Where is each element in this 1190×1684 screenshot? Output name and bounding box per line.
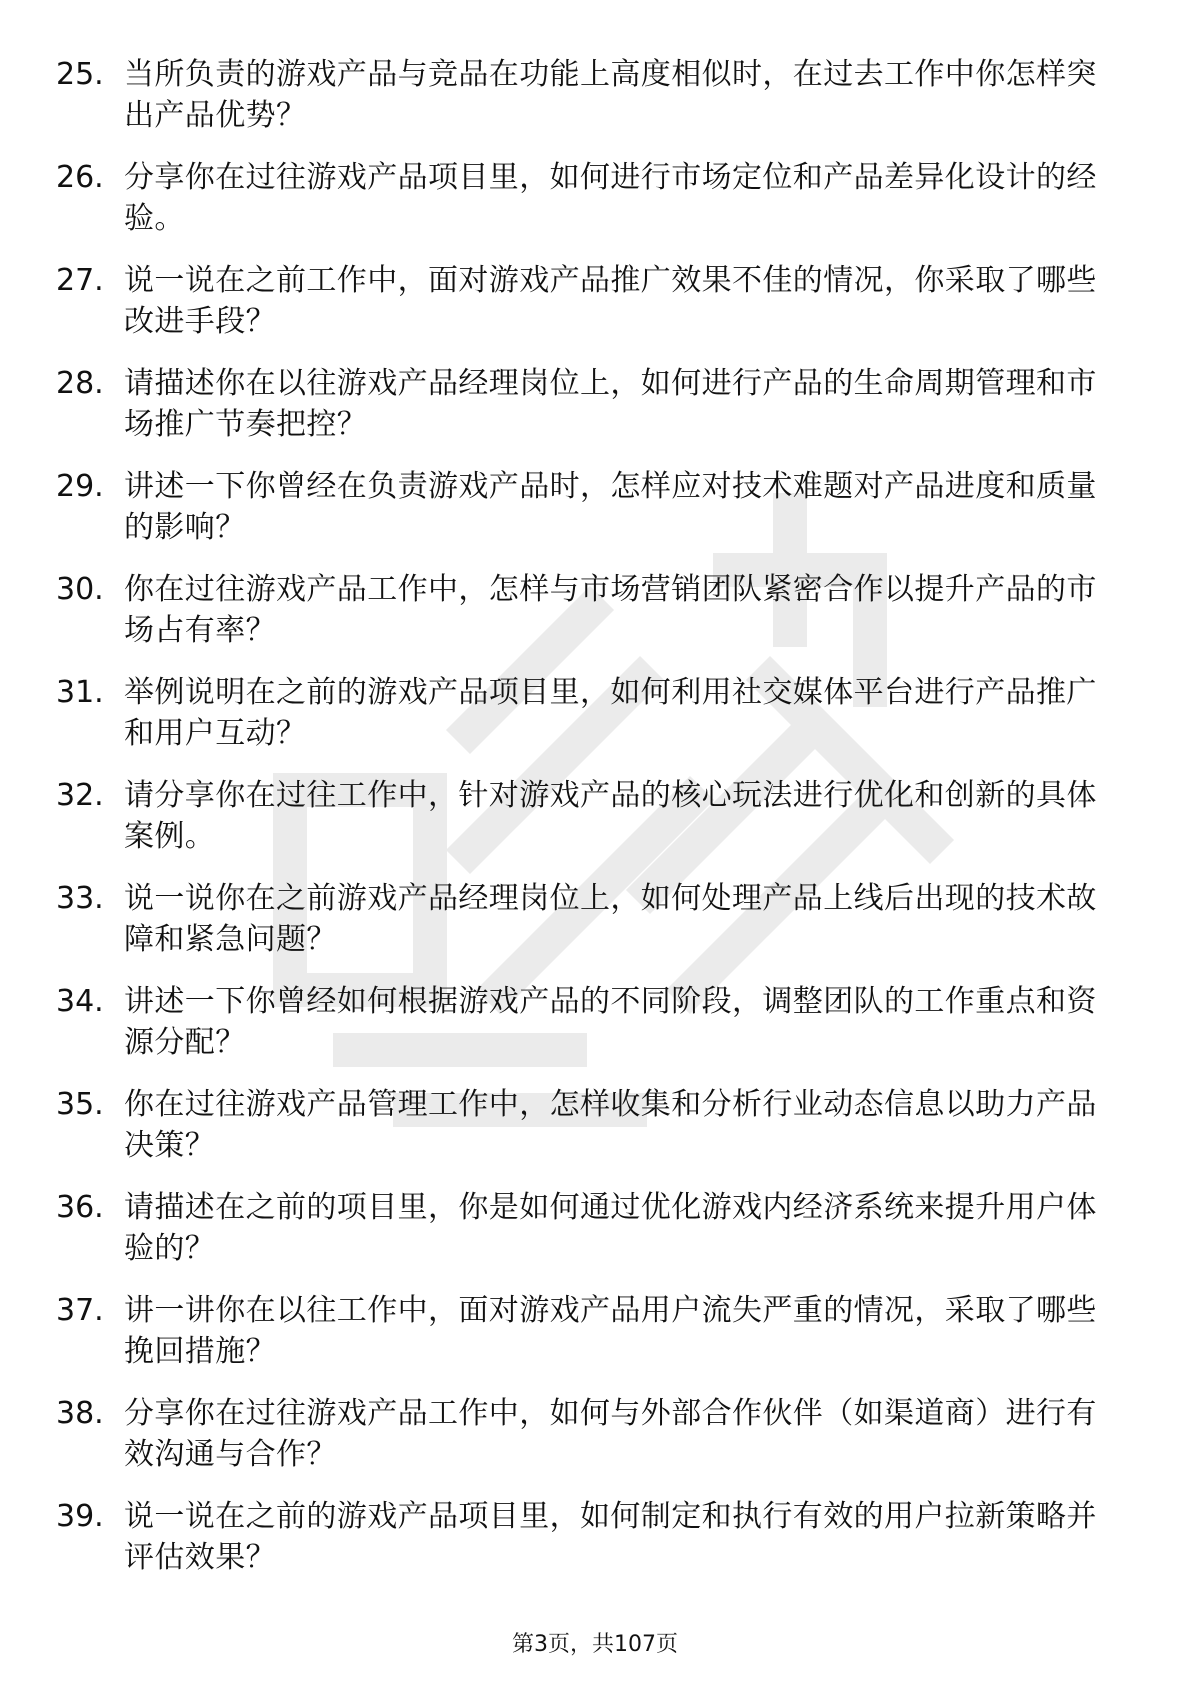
- question-number: 39.: [56, 1499, 104, 1534]
- question-number: 35.: [56, 1087, 104, 1122]
- question-number: 31.: [56, 675, 104, 710]
- question-number: 36.: [56, 1190, 104, 1225]
- question-text: 你在过往游戏产品管理工作中，怎样收集和分析行业动态信息以助力产品决策？: [124, 1087, 1097, 1163]
- list-item: [56, 157, 1126, 239]
- question-text: 当所负责的游戏产品与竞品在功能上高度相似时，在过去工作中你怎样突出产品优势？: [124, 57, 1097, 133]
- question-text: 讲述一下你曾经在负责游戏产品时，怎样应对技术难题对产品进度和质量的影响？: [124, 469, 1097, 545]
- question-number: 25.: [56, 57, 104, 92]
- question-text: 举例说明在之前的游戏产品项目里，如何利用社交媒体平台进行产品推广和用户互动？: [124, 675, 1097, 751]
- list-item: [56, 1187, 1126, 1269]
- question-text: 你在过往游戏产品工作中，怎样与市场营销团队紧密合作以提升产品的市场占有率？: [124, 572, 1097, 648]
- list-item: [56, 1084, 1126, 1166]
- question-number: 29.: [56, 469, 104, 504]
- question-number: 32.: [56, 778, 104, 813]
- question-text: 说一说在之前的游戏产品项目里，如何制定和执行有效的用户拉新策略并评估效果？: [124, 1499, 1097, 1575]
- list-item: [56, 775, 1126, 857]
- list-item: [56, 363, 1126, 445]
- question-text: 分享你在过往游戏产品工作中，如何与外部合作伙伴（如渠道商）进行有效沟通与合作？: [124, 1396, 1097, 1472]
- list-item: [56, 569, 1126, 651]
- question-text: 说一说在之前工作中，面对游戏产品推广效果不佳的情况，你采取了哪些改进手段？: [124, 263, 1097, 339]
- question-number: 38.: [56, 1396, 104, 1431]
- list-item: [56, 1393, 1126, 1475]
- question-text: 请描述在之前的项目里，你是如何通过优化游戏内经济系统来提升用户体验的？: [124, 1190, 1097, 1266]
- question-list: [56, 54, 1126, 1599]
- list-item: [56, 1290, 1126, 1372]
- question-text: 请描述你在以往游戏产品经理岗位上，如何进行产品的生命周期管理和市场推广节奏把控？: [124, 366, 1097, 442]
- list-item: [56, 878, 1126, 960]
- list-item: [56, 672, 1126, 754]
- question-number: 30.: [56, 572, 104, 607]
- list-item: [56, 466, 1126, 548]
- question-text: 说一说你在之前游戏产品经理岗位上，如何处理产品上线后出现的技术故障和紧急问题？: [124, 881, 1097, 957]
- question-text: 请分享你在过往工作中，针对游戏产品的核心玩法进行优化和创新的具体案例。: [124, 778, 1097, 854]
- question-text: 讲一讲你在以往工作中，面对游戏产品用户流失严重的情况，采取了哪些挽回措施？: [124, 1293, 1097, 1369]
- list-item: [56, 981, 1126, 1063]
- list-item: [56, 1496, 1126, 1578]
- question-number: 34.: [56, 984, 104, 1019]
- page-footer: 第3页，共107页: [512, 1632, 678, 1657]
- list-item: [56, 260, 1126, 342]
- list-item: [56, 54, 1126, 136]
- question-text: 讲述一下你曾经如何根据游戏产品的不同阶段，调整团队的工作重点和资源分配？: [124, 984, 1097, 1060]
- question-number: 27.: [56, 263, 104, 298]
- question-text: 分享你在过往游戏产品项目里，如何进行市场定位和产品差异化设计的经验。: [124, 160, 1097, 236]
- question-number: 33.: [56, 881, 104, 916]
- question-number: 37.: [56, 1293, 104, 1328]
- question-number: 28.: [56, 366, 104, 401]
- question-number: 26.: [56, 160, 104, 195]
